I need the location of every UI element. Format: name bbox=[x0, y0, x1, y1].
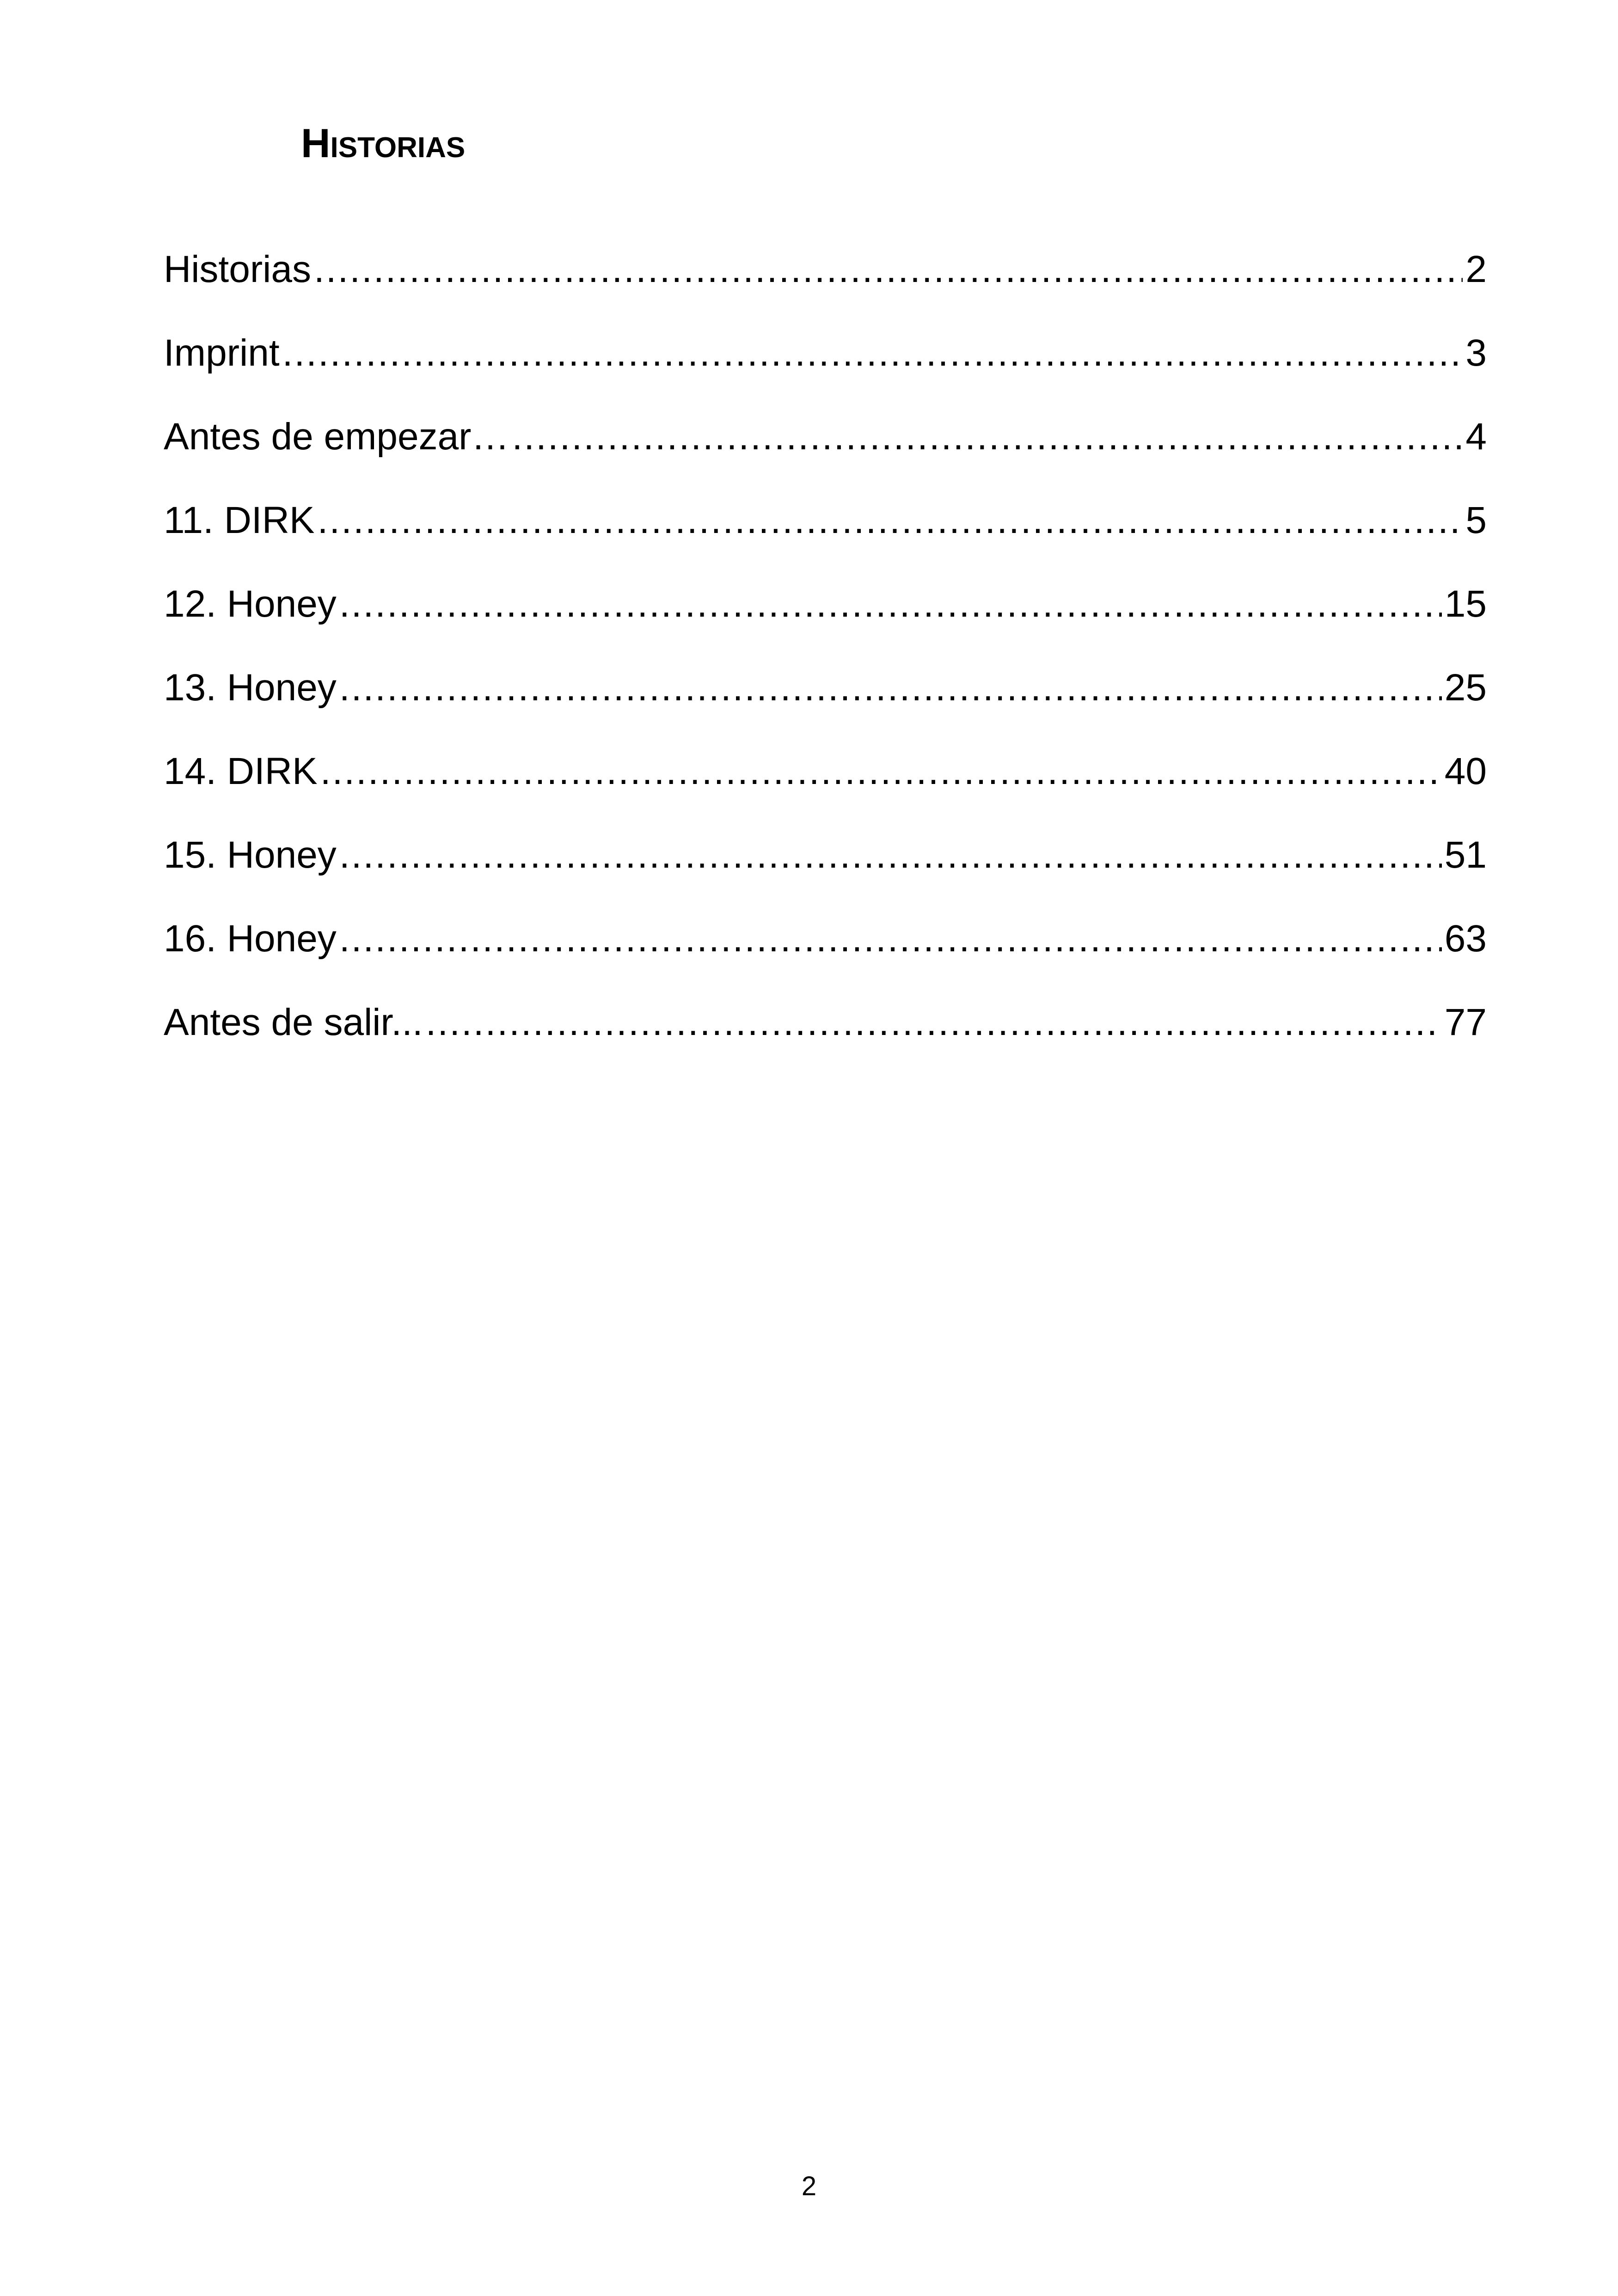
toc-entry-page: 63 bbox=[1444, 918, 1487, 960]
toc-entry-page: 25 bbox=[1444, 667, 1487, 709]
toc-leader-dots bbox=[318, 491, 1463, 549]
toc-entry-label: 11. DIRK bbox=[164, 499, 315, 541]
page-number: 2 bbox=[801, 2171, 817, 2201]
toc-entry-page: 4 bbox=[1465, 416, 1487, 458]
toc-entry-11-dirk[interactable] bbox=[164, 491, 1487, 575]
toc-leader-dots bbox=[339, 826, 1442, 884]
toc-entry-13-honey[interactable] bbox=[164, 659, 1487, 742]
toc-leader-dots bbox=[282, 324, 1463, 382]
toc-entry-page: 77 bbox=[1444, 1001, 1487, 1043]
toc-entry-label: 12. Honey bbox=[164, 583, 337, 625]
toc-entry-14-dirk[interactable] bbox=[164, 742, 1487, 826]
toc-leader-dots bbox=[426, 993, 1442, 1051]
toc-entry-page: 2 bbox=[1465, 248, 1487, 290]
toc-entry-15-honey[interactable] bbox=[164, 826, 1487, 910]
toc-entry-page: 40 bbox=[1444, 750, 1487, 792]
toc-leader-dots bbox=[320, 742, 1442, 800]
toc-entry-imprint[interactable] bbox=[164, 324, 1487, 408]
toc-entry-label: Imprint bbox=[164, 332, 280, 374]
toc-leader-dots bbox=[339, 575, 1442, 633]
toc-entry-page: 15 bbox=[1444, 583, 1487, 625]
toc-entry-antes-de-empezar[interactable] bbox=[164, 408, 1487, 491]
toc-entry-page: 51 bbox=[1444, 834, 1487, 876]
toc-entry-antes-de-salir[interactable] bbox=[164, 993, 1487, 1077]
toc-leader-dots bbox=[339, 910, 1442, 967]
toc-leader-dots bbox=[512, 408, 1463, 465]
toc-entry-historias[interactable] bbox=[164, 240, 1487, 324]
toc-entry-16-honey[interactable] bbox=[164, 910, 1487, 993]
toc-entry-label: 16. Honey bbox=[164, 918, 337, 960]
toc-entry-label: 14. DIRK bbox=[164, 750, 318, 792]
toc-entry-label: Historias bbox=[164, 248, 311, 290]
toc-entry-label: Antes de salir... bbox=[164, 1001, 423, 1043]
toc-entry-label: Antes de empezar… bbox=[164, 416, 509, 458]
toc-entry-page: 5 bbox=[1465, 499, 1487, 541]
table-of-contents bbox=[164, 240, 1487, 1077]
toc-entry-page: 3 bbox=[1465, 332, 1487, 374]
toc-leader-dots bbox=[339, 659, 1442, 716]
toc-entry-12-honey[interactable] bbox=[164, 575, 1487, 659]
toc-heading: Historias bbox=[301, 120, 466, 166]
toc-entry-label: 15. Honey bbox=[164, 834, 337, 876]
toc-leader-dots bbox=[314, 240, 1463, 298]
toc-entry-label: 13. Honey bbox=[164, 667, 337, 709]
